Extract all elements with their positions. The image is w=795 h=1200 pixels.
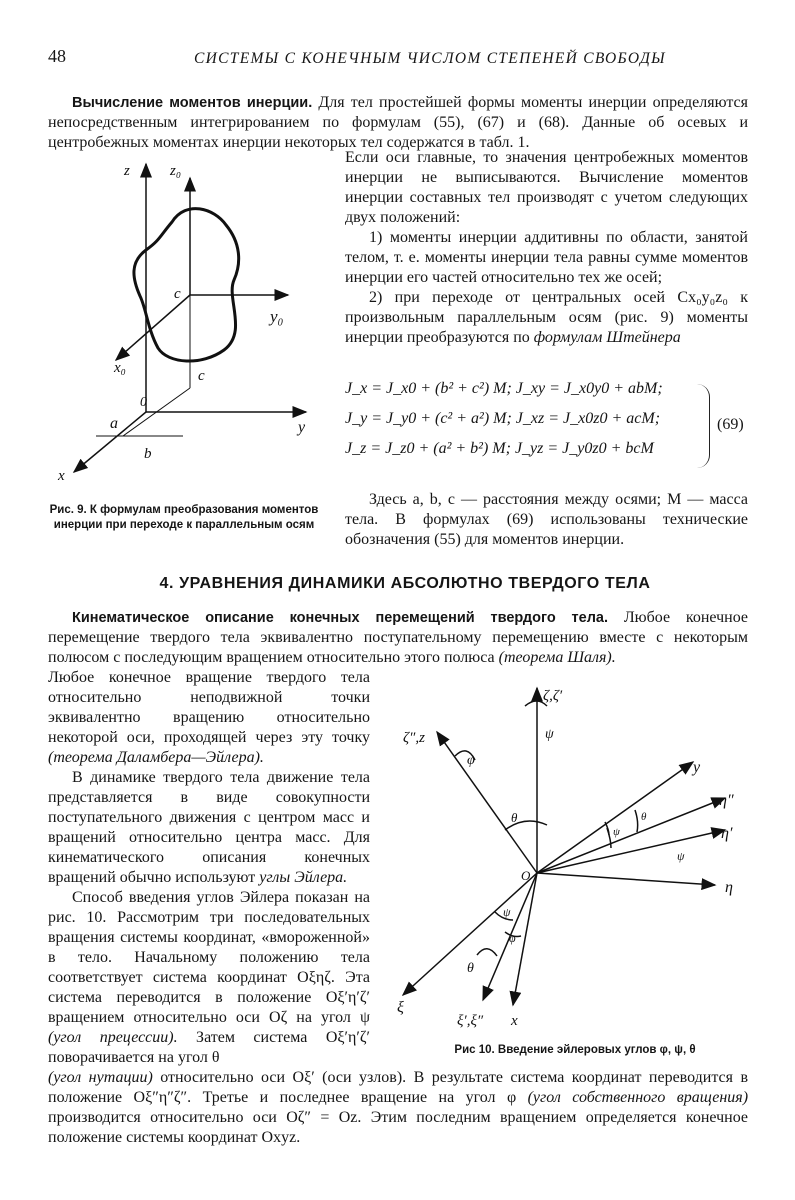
spin-ref: (угол собственного вращения): [527, 1089, 749, 1106]
inertia-right-text: Если оси главные, то значения центробежных моментов инерции не выписываются. Вычисление моментов инерции составных тел производят с учетом следующих двух положений:: [345, 149, 748, 226]
kinematics-p3: Способ введения углов Эйлера показан на рис. 10. Рассмотрим три последовательных вращения системы координат, «вмороженной» в тело. Начальному положению тела соответствует система координат Oξηζ. Эта система переводится в положение Oξ′η′ζ′ вращением относительно оси Oζ на угол ψ: [48, 889, 370, 1026]
inertia-item-2: 2) при переходе от центральных осей Cx₀y₀z₀ к произвольным параллельным осям (рис. 9) моменты инерции преобразуются по: [345, 289, 748, 346]
x-axis-10: [513, 873, 537, 1005]
precession-ref: (угол прецессии).: [48, 1029, 178, 1046]
kinematics-heading: Кинематическое описание конечных перемещений твердого тела.: [72, 610, 608, 626]
label-c-upper: c: [174, 286, 181, 302]
x0-axis: [116, 295, 190, 360]
label-zeta-top: ζ,ζ′: [543, 688, 563, 704]
label-xi12: ξ′,ξ″: [457, 1013, 484, 1029]
kinematics-final: [48, 1068, 748, 1148]
dalembert-ref: (теорема Даламбера—Эйлера).: [48, 749, 264, 766]
inertia-after: [345, 490, 748, 550]
theta-rotation-arrow: [477, 949, 497, 956]
label-theta-upper: θ: [511, 810, 518, 825]
label-a: a: [110, 415, 118, 432]
zeta2-z-axis: [437, 732, 537, 873]
label-z: z: [124, 163, 130, 179]
figure-9: [48, 150, 343, 495]
running-head: СИСТЕМЫ С КОНЕЧНЫМ ЧИСЛОМ СТЕПЕНЕЙ СВОБОДЫ: [194, 50, 666, 67]
figure-10: [385, 680, 755, 1040]
inertia-heading: Вычисление моментов инерции.: [72, 95, 313, 111]
kinematics-p2: В динамике твердого тела движение тела представляется в виде совокупности поступательного движения с центром масс и вращений относительно центра масс. Для кинематического описания конечных вращений обычно используют: [48, 769, 370, 886]
label-x0: x₀: [114, 360, 126, 376]
page-number: 48: [48, 46, 66, 66]
eta2-axis: [537, 798, 725, 873]
fig10-caption: Рис 10. Введение эйлеровых углов φ, ψ, θ: [454, 1044, 696, 1056]
label-psi-small: ψ: [613, 826, 620, 838]
inertia-item-1: 1) моменты инерции аддитивны по области, занятой телом, т. е. моменты инерции тела равны сумме моментов инерции его частей относительно тех же осей;: [345, 229, 748, 286]
label-psi-top: ψ: [545, 727, 554, 742]
inertia-intro: [48, 93, 748, 153]
label-theta-small: θ: [641, 811, 647, 823]
theta-arc-right: [635, 810, 638, 832]
label-psi-right: ψ: [677, 849, 685, 863]
label-y: y: [298, 419, 306, 436]
kinematics-p3b: Затем система Oξ′η′ζ′ поворачивается на угол θ: [48, 1029, 370, 1066]
nutation-ref: (угол нутации): [48, 1069, 153, 1086]
inertia-intro-text: Для тел простейшей формы моменты инерции определяются непосредственным интегрированием по формулам (55), (67) и (68). Данные об осевых и центробежных моментах инерции некоторых тел содержатся в табл. 1.: [48, 94, 748, 151]
label-y-10: y: [693, 759, 701, 776]
label-o-10: O: [521, 868, 531, 883]
label-theta-low: θ: [467, 961, 474, 976]
eta1-axis: [537, 830, 725, 873]
label-b: b: [144, 446, 152, 462]
label-phi-top: φ: [467, 753, 475, 768]
inertia-right-column: [345, 148, 748, 348]
formula-row-1: J_x = J_x0 + (b² + c²) M; J_xy = J_x0y0 + abM;: [345, 380, 663, 397]
label-phi-low: φ: [509, 931, 516, 945]
euler-angles-ref: углы Эйлера.: [259, 869, 348, 886]
formula-row-3: J_z = J_z0 + (a² + b²) M; J_yz = J_y0z0 + bcM: [345, 440, 654, 457]
label-x-10: x: [511, 1013, 518, 1029]
label-eta: η: [725, 879, 733, 896]
formula-brace: [697, 384, 710, 468]
inertia-after-text: Здесь a, b, c — расстояния между осями; M — масса тела. В формулах (69) использованы технические обозначения (55) для моментов инерции.: [345, 491, 748, 548]
kinematics-left-column: [48, 668, 370, 1068]
kinematics-intro: [48, 608, 748, 668]
xi-axis: [403, 873, 537, 995]
label-o: 0: [140, 395, 147, 410]
label-z0: z₀: [170, 163, 182, 179]
formulas-69: [340, 380, 760, 472]
kinematics-p1: Любое конечное перемещение твердого тела эквивалентно поступательному перемещению вместе с некоторым полюсом с последующим вращением относительно этого полюса: [48, 609, 749, 666]
chasles-ref: (теорема Шаля).: [498, 649, 616, 666]
formula-row-2: J_y = J_y0 + (c² + a²) M; J_xz = J_x0z0 + acM;: [345, 410, 661, 427]
label-psi-low: ψ: [503, 905, 511, 919]
label-eta1: η′: [721, 825, 733, 842]
label-y0: y₀: [270, 307, 284, 326]
eta-axis: [537, 873, 715, 885]
label-x: x: [58, 468, 65, 484]
label-eta2: η″: [719, 792, 734, 809]
steiner-ref: формулам Штейнера: [533, 329, 681, 346]
y-axis-10: [537, 762, 693, 873]
fig9-caption: Рис. 9. К формулам преобразования моментов инерции при переходе к параллельным осям: [49, 504, 319, 531]
body-contour: [134, 209, 239, 361]
label-c-lower: c: [198, 368, 205, 384]
label-zeta2-z: ζ″,z: [403, 730, 425, 746]
section-title: 4. УРАВНЕНИЯ ДИНАМИКИ АБСОЛЮТНО ТВЕРДОГО ТЕЛА: [159, 575, 651, 592]
kinematics-p3c: относительно оси Oξ′ (оси узлов). В результате система координат переводится в положение Oξ″η″ζ″. Третье и последнее вращение на угол φ: [48, 1069, 749, 1106]
kinematics-p3d: производится относительно оси Oζ″ = Oz. Этим последним вращением определяется конечное положение системы координат Oxyz.: [48, 1109, 748, 1146]
formula-number: (69): [717, 416, 744, 433]
kinematics-p1-cont: Любое конечное вращение твердого тела относительно неподвижной точки эквивалентно вращению относительно некоторой оси, проходящей через эту точку: [48, 669, 370, 746]
label-xi: ξ: [397, 999, 404, 1016]
